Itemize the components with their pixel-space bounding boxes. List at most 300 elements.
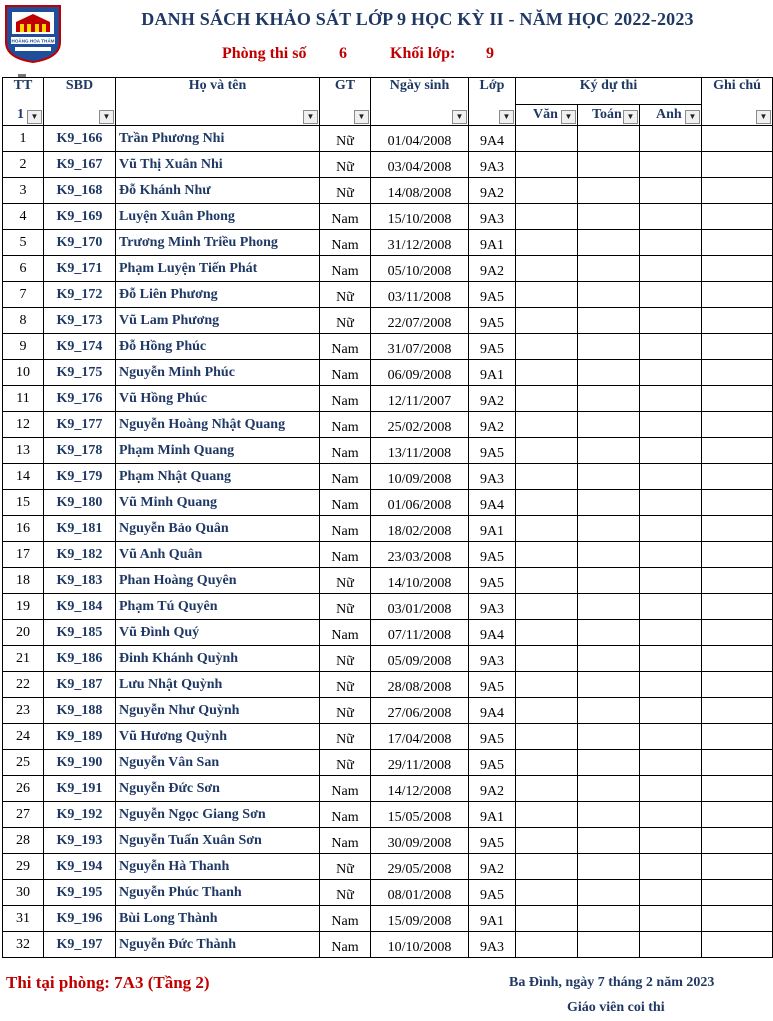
row-sign-toan xyxy=(578,802,640,828)
row-gender: Nữ xyxy=(320,282,371,308)
row-dob: 13/11/2008 xyxy=(371,438,469,464)
row-dob: 10/10/2008 xyxy=(371,932,469,958)
row-sign-toan xyxy=(578,178,640,204)
row-tt: 23 xyxy=(3,698,44,724)
row-tt: 31 xyxy=(3,906,44,932)
row-tt: 1 xyxy=(3,126,44,152)
row-tt: 12 xyxy=(3,412,44,438)
table-row xyxy=(3,282,773,308)
row-gender: Nam xyxy=(320,204,371,230)
row-sign-van xyxy=(516,516,578,542)
row-gender: Nam xyxy=(320,386,371,412)
row-sbd: K9_195 xyxy=(44,880,116,906)
row-name: Nguyễn Hoàng Nhật Quang xyxy=(116,412,320,438)
row-dob: 29/05/2008 xyxy=(371,854,469,880)
row-sbd: K9_182 xyxy=(44,542,116,568)
row-sbd: K9_185 xyxy=(44,620,116,646)
row-sign-van xyxy=(516,282,578,308)
row-gender: Nữ xyxy=(320,646,371,672)
row-sign-toan xyxy=(578,516,640,542)
row-gender: Nam xyxy=(320,828,371,854)
row-tt: 4 xyxy=(3,204,44,230)
row-sbd: K9_194 xyxy=(44,854,116,880)
row-note xyxy=(702,620,773,646)
row-name: Đinh Khánh Quỳnh xyxy=(116,646,320,672)
filter-dropdown-note[interactable]: ▼ xyxy=(756,110,771,124)
filter-dropdown-name[interactable]: ▼ xyxy=(303,110,318,124)
row-class: 9A2 xyxy=(469,178,516,204)
row-gender: Nam xyxy=(320,906,371,932)
header-anh: Anh xyxy=(656,107,682,122)
row-note xyxy=(702,256,773,282)
row-sign-toan xyxy=(578,880,640,906)
row-gender: Nữ xyxy=(320,152,371,178)
table-row xyxy=(3,126,773,152)
row-class: 9A2 xyxy=(469,386,516,412)
row-sign-van xyxy=(516,724,578,750)
row-sign-anh xyxy=(640,204,702,230)
row-name: Vũ Hồng Phúc xyxy=(116,386,320,412)
row-tt: 6 xyxy=(3,256,44,282)
row-sign-anh xyxy=(640,802,702,828)
filter-cell-tt xyxy=(3,105,44,126)
row-dob: 18/02/2008 xyxy=(371,516,469,542)
table-row xyxy=(3,308,773,334)
row-sign-anh xyxy=(640,906,702,932)
grade-label: Khối lớp: xyxy=(390,45,456,62)
row-sign-van xyxy=(516,828,578,854)
filter-cell-name xyxy=(116,105,320,126)
table-row xyxy=(3,672,773,698)
table-row xyxy=(3,464,773,490)
header-sbd: SBD xyxy=(44,78,116,105)
row-dob: 01/06/2008 xyxy=(371,490,469,516)
row-sign-anh xyxy=(640,854,702,880)
row-name: Phạm Luyện Tiến Phát xyxy=(116,256,320,282)
row-sign-toan xyxy=(578,542,640,568)
filter-dropdown-class[interactable]: ▼ xyxy=(499,110,514,124)
table-row xyxy=(3,438,773,464)
row-note xyxy=(702,334,773,360)
room-value: 6 xyxy=(339,45,347,62)
row-dob: 14/12/2008 xyxy=(371,776,469,802)
row-dob: 12/11/2007 xyxy=(371,386,469,412)
table-row xyxy=(3,568,773,594)
row-class: 9A2 xyxy=(469,412,516,438)
row-sign-van xyxy=(516,594,578,620)
row-sign-toan xyxy=(578,308,640,334)
row-class: 9A3 xyxy=(469,152,516,178)
row-sign-van xyxy=(516,464,578,490)
row-gender: Nữ xyxy=(320,568,371,594)
row-note xyxy=(702,386,773,412)
filter-dropdown-van[interactable]: ▼ xyxy=(561,110,576,124)
row-class: 9A1 xyxy=(469,802,516,828)
row-sbd: K9_178 xyxy=(44,438,116,464)
header-signature: Ký dự thi xyxy=(516,78,702,105)
row-note xyxy=(702,568,773,594)
filter-cell-van xyxy=(516,105,578,126)
row-sign-anh xyxy=(640,152,702,178)
row-class: 9A5 xyxy=(469,568,516,594)
row-sign-van xyxy=(516,152,578,178)
row-dob: 17/04/2008 xyxy=(371,724,469,750)
row-class: 9A1 xyxy=(469,516,516,542)
row-dob: 14/10/2008 xyxy=(371,568,469,594)
table-row xyxy=(3,932,773,958)
row-name: Phạm Nhật Quang xyxy=(116,464,320,490)
row-sign-anh xyxy=(640,594,702,620)
row-note xyxy=(702,776,773,802)
row-dob: 25/02/2008 xyxy=(371,412,469,438)
table-row xyxy=(3,776,773,802)
row-tt: 26 xyxy=(3,776,44,802)
row-name: Vũ Đình Quý xyxy=(116,620,320,646)
filter-cell-anh xyxy=(640,105,702,126)
row-class: 9A2 xyxy=(469,854,516,880)
table-row xyxy=(3,178,773,204)
row-name: Bùi Long Thành xyxy=(116,906,320,932)
row-note xyxy=(702,854,773,880)
row-class: 9A5 xyxy=(469,724,516,750)
row-sign-anh xyxy=(640,126,702,152)
row-sign-toan xyxy=(578,646,640,672)
row-sign-toan xyxy=(578,334,640,360)
row-name: Nguyễn Tuấn Xuân Sơn xyxy=(116,828,320,854)
row-tt: 18 xyxy=(3,568,44,594)
row-sbd: K9_190 xyxy=(44,750,116,776)
row-name: Nguyễn Minh Phúc xyxy=(116,360,320,386)
row-sign-anh xyxy=(640,360,702,386)
row-sbd: K9_180 xyxy=(44,490,116,516)
row-name: Vũ Thị Xuân Nhi xyxy=(116,152,320,178)
row-note xyxy=(702,438,773,464)
table-row xyxy=(3,516,773,542)
row-dob: 03/01/2008 xyxy=(371,594,469,620)
row-name: Nguyễn Đức Sơn xyxy=(116,776,320,802)
row-sign-toan xyxy=(578,204,640,230)
row-dob: 15/09/2008 xyxy=(371,906,469,932)
row-sbd: K9_186 xyxy=(44,646,116,672)
row-name: Nguyễn Như Quỳnh xyxy=(116,698,320,724)
tt-filter-value: 1 xyxy=(17,106,24,122)
row-note xyxy=(702,906,773,932)
row-sign-anh xyxy=(640,828,702,854)
row-class: 9A1 xyxy=(469,230,516,256)
row-tt: 27 xyxy=(3,802,44,828)
row-sign-van xyxy=(516,386,578,412)
row-sbd: K9_172 xyxy=(44,282,116,308)
row-name: Lưu Nhật Quỳnh xyxy=(116,672,320,698)
table-row xyxy=(3,412,773,438)
table-row xyxy=(3,334,773,360)
row-gender: Nam xyxy=(320,360,371,386)
row-sbd: K9_193 xyxy=(44,828,116,854)
row-sign-toan xyxy=(578,620,640,646)
row-sbd: K9_175 xyxy=(44,360,116,386)
row-class: 9A5 xyxy=(469,438,516,464)
row-tt: 19 xyxy=(3,594,44,620)
row-tt: 22 xyxy=(3,672,44,698)
row-sign-anh xyxy=(640,620,702,646)
row-name: Nguyễn Bảo Quân xyxy=(116,516,320,542)
row-sign-anh xyxy=(640,880,702,906)
filter-dropdown-tt[interactable]: ▼ xyxy=(27,110,42,124)
row-gender: Nữ xyxy=(320,854,371,880)
row-class: 9A3 xyxy=(469,204,516,230)
row-class: 9A2 xyxy=(469,256,516,282)
row-sign-toan xyxy=(578,230,640,256)
header-tt: TT xyxy=(3,78,44,105)
filter-dropdown-gt[interactable]: ▼ xyxy=(354,110,369,124)
table-row xyxy=(3,490,773,516)
row-tt: 17 xyxy=(3,542,44,568)
filter-cell-dob xyxy=(371,105,469,126)
row-sign-van xyxy=(516,906,578,932)
date-line: Ba Đình, ngày 7 tháng 2 năm 2023 xyxy=(509,975,715,990)
table-row xyxy=(3,152,773,178)
page-title: DANH SÁCH KHẢO SÁT LỚP 9 HỌC KỲ II - NĂM HỌC 2022-2023 xyxy=(141,9,694,29)
row-note xyxy=(702,750,773,776)
filter-dropdown-toan[interactable]: ▼ xyxy=(623,110,638,124)
row-dob: 06/09/2008 xyxy=(371,360,469,386)
row-note xyxy=(702,802,773,828)
row-tt: 2 xyxy=(3,152,44,178)
row-sbd: K9_167 xyxy=(44,152,116,178)
row-name: Trương Minh Triều Phong xyxy=(116,230,320,256)
row-note xyxy=(702,308,773,334)
row-tt: 11 xyxy=(3,386,44,412)
filter-cell-note xyxy=(702,105,773,126)
row-name: Vũ Lam Phương xyxy=(116,308,320,334)
row-sbd: K9_187 xyxy=(44,672,116,698)
row-sign-van xyxy=(516,490,578,516)
row-tt: 3 xyxy=(3,178,44,204)
row-sign-van xyxy=(516,256,578,282)
table-row xyxy=(3,620,773,646)
row-sbd: K9_174 xyxy=(44,334,116,360)
row-sign-toan xyxy=(578,256,640,282)
table-row xyxy=(3,594,773,620)
row-sign-van xyxy=(516,932,578,958)
row-dob: 05/09/2008 xyxy=(371,646,469,672)
row-note xyxy=(702,464,773,490)
row-dob: 22/07/2008 xyxy=(371,308,469,334)
row-sign-anh xyxy=(640,776,702,802)
row-sbd: K9_183 xyxy=(44,568,116,594)
row-class: 9A3 xyxy=(469,646,516,672)
row-class: 9A5 xyxy=(469,282,516,308)
row-sign-van xyxy=(516,230,578,256)
row-sign-anh xyxy=(640,932,702,958)
header-note: Ghi chú xyxy=(702,78,773,105)
table-row xyxy=(3,542,773,568)
row-gender: Nữ xyxy=(320,750,371,776)
header-van: Văn xyxy=(533,107,558,122)
row-gender: Nữ xyxy=(320,594,371,620)
row-gender: Nam xyxy=(320,438,371,464)
row-sign-toan xyxy=(578,698,640,724)
row-tt: 25 xyxy=(3,750,44,776)
row-sbd: K9_192 xyxy=(44,802,116,828)
row-sign-toan xyxy=(578,906,640,932)
row-class: 9A1 xyxy=(469,906,516,932)
row-note xyxy=(702,360,773,386)
row-sign-anh xyxy=(640,178,702,204)
row-class: 9A3 xyxy=(469,932,516,958)
row-gender: Nam xyxy=(320,932,371,958)
row-gender: Nữ xyxy=(320,178,371,204)
row-sign-van xyxy=(516,334,578,360)
row-sbd: K9_181 xyxy=(44,516,116,542)
row-gender: Nam xyxy=(320,620,371,646)
row-note xyxy=(702,204,773,230)
row-name: Vũ Anh Quân xyxy=(116,542,320,568)
row-class: 9A1 xyxy=(469,360,516,386)
row-sbd: K9_188 xyxy=(44,698,116,724)
row-dob: 27/06/2008 xyxy=(371,698,469,724)
table-row xyxy=(3,802,773,828)
row-dob: 10/09/2008 xyxy=(371,464,469,490)
grade-value: 9 xyxy=(486,45,494,62)
row-sign-anh xyxy=(640,698,702,724)
row-sign-van xyxy=(516,750,578,776)
row-dob: 03/11/2008 xyxy=(371,282,469,308)
row-sign-toan xyxy=(578,854,640,880)
row-note xyxy=(702,516,773,542)
table-row xyxy=(3,646,773,672)
row-class: 9A5 xyxy=(469,542,516,568)
row-class: 9A2 xyxy=(469,776,516,802)
row-dob: 15/05/2008 xyxy=(371,802,469,828)
row-sign-van xyxy=(516,854,578,880)
header-class: Lớp xyxy=(469,78,516,105)
row-class: 9A5 xyxy=(469,334,516,360)
row-name: Phạm Tú Quyên xyxy=(116,594,320,620)
row-dob: 07/11/2008 xyxy=(371,620,469,646)
row-sign-van xyxy=(516,438,578,464)
row-sign-anh xyxy=(640,750,702,776)
room-label: Phòng thi số xyxy=(222,45,307,62)
logo-text: HOÀNG HOA THÁM xyxy=(11,38,55,44)
row-dob: 31/12/2008 xyxy=(371,230,469,256)
row-tt: 21 xyxy=(3,646,44,672)
row-sbd: K9_166 xyxy=(44,126,116,152)
row-note xyxy=(702,828,773,854)
row-sign-anh xyxy=(640,334,702,360)
row-dob: 23/03/2008 xyxy=(371,542,469,568)
row-sign-anh xyxy=(640,490,702,516)
filter-dropdown-sbd[interactable]: ▼ xyxy=(99,110,114,124)
row-dob: 29/11/2008 xyxy=(371,750,469,776)
row-sign-toan xyxy=(578,152,640,178)
row-class: 9A5 xyxy=(469,828,516,854)
filter-cell-gt xyxy=(320,105,371,126)
filter-dropdown-anh[interactable]: ▼ xyxy=(685,110,700,124)
row-class: 9A4 xyxy=(469,126,516,152)
row-note xyxy=(702,542,773,568)
row-sign-anh xyxy=(640,438,702,464)
row-note xyxy=(702,880,773,906)
row-sign-van xyxy=(516,698,578,724)
row-sign-toan xyxy=(578,672,640,698)
row-class: 9A4 xyxy=(469,620,516,646)
row-tt: 16 xyxy=(3,516,44,542)
row-sign-toan xyxy=(578,464,640,490)
row-sbd: K9_176 xyxy=(44,386,116,412)
row-class: 9A5 xyxy=(469,880,516,906)
row-sign-van xyxy=(516,802,578,828)
table-row xyxy=(3,698,773,724)
row-sign-van xyxy=(516,880,578,906)
table-row xyxy=(3,828,773,854)
row-sign-van xyxy=(516,126,578,152)
row-tt: 13 xyxy=(3,438,44,464)
row-name: Phan Hoàng Quyên xyxy=(116,568,320,594)
row-sign-van xyxy=(516,672,578,698)
row-sign-toan xyxy=(578,412,640,438)
row-sbd: K9_189 xyxy=(44,724,116,750)
row-sign-van xyxy=(516,178,578,204)
table-row xyxy=(3,854,773,880)
row-sign-van xyxy=(516,542,578,568)
row-tt: 28 xyxy=(3,828,44,854)
row-tt: 7 xyxy=(3,282,44,308)
row-sign-toan xyxy=(578,386,640,412)
row-tt: 5 xyxy=(3,230,44,256)
row-sign-anh xyxy=(640,568,702,594)
row-sign-anh xyxy=(640,230,702,256)
row-sbd: K9_171 xyxy=(44,256,116,282)
row-tt: 20 xyxy=(3,620,44,646)
row-name: Vũ Hương Quỳnh xyxy=(116,724,320,750)
row-sign-anh xyxy=(640,412,702,438)
row-sign-van xyxy=(516,204,578,230)
row-sign-van xyxy=(516,412,578,438)
row-note xyxy=(702,698,773,724)
row-gender: Nữ xyxy=(320,724,371,750)
row-sbd: K9_173 xyxy=(44,308,116,334)
filter-dropdown-dob[interactable]: ▼ xyxy=(452,110,467,124)
row-sign-toan xyxy=(578,594,640,620)
row-note xyxy=(702,490,773,516)
row-gender: Nữ xyxy=(320,308,371,334)
row-dob: 28/08/2008 xyxy=(371,672,469,698)
filter-cell-sbd xyxy=(44,105,116,126)
row-tt: 32 xyxy=(3,932,44,958)
row-sbd: K9_191 xyxy=(44,776,116,802)
row-class: 9A5 xyxy=(469,308,516,334)
row-sign-anh xyxy=(640,256,702,282)
row-sign-van xyxy=(516,308,578,334)
row-class: 9A3 xyxy=(469,594,516,620)
row-note xyxy=(702,178,773,204)
header-name: Họ và tên xyxy=(116,78,320,105)
table-row xyxy=(3,724,773,750)
row-sign-anh xyxy=(640,308,702,334)
filter-cell-class xyxy=(469,105,516,126)
row-sign-toan xyxy=(578,750,640,776)
row-name: Nguyễn Phúc Thanh xyxy=(116,880,320,906)
row-tt: 15 xyxy=(3,490,44,516)
row-sbd: K9_196 xyxy=(44,906,116,932)
row-dob: 03/04/2008 xyxy=(371,152,469,178)
row-class: 9A4 xyxy=(469,698,516,724)
row-sign-toan xyxy=(578,360,640,386)
row-sign-anh xyxy=(640,386,702,412)
row-name: Phạm Minh Quang xyxy=(116,438,320,464)
row-name: Trần Phương Nhi xyxy=(116,126,320,152)
